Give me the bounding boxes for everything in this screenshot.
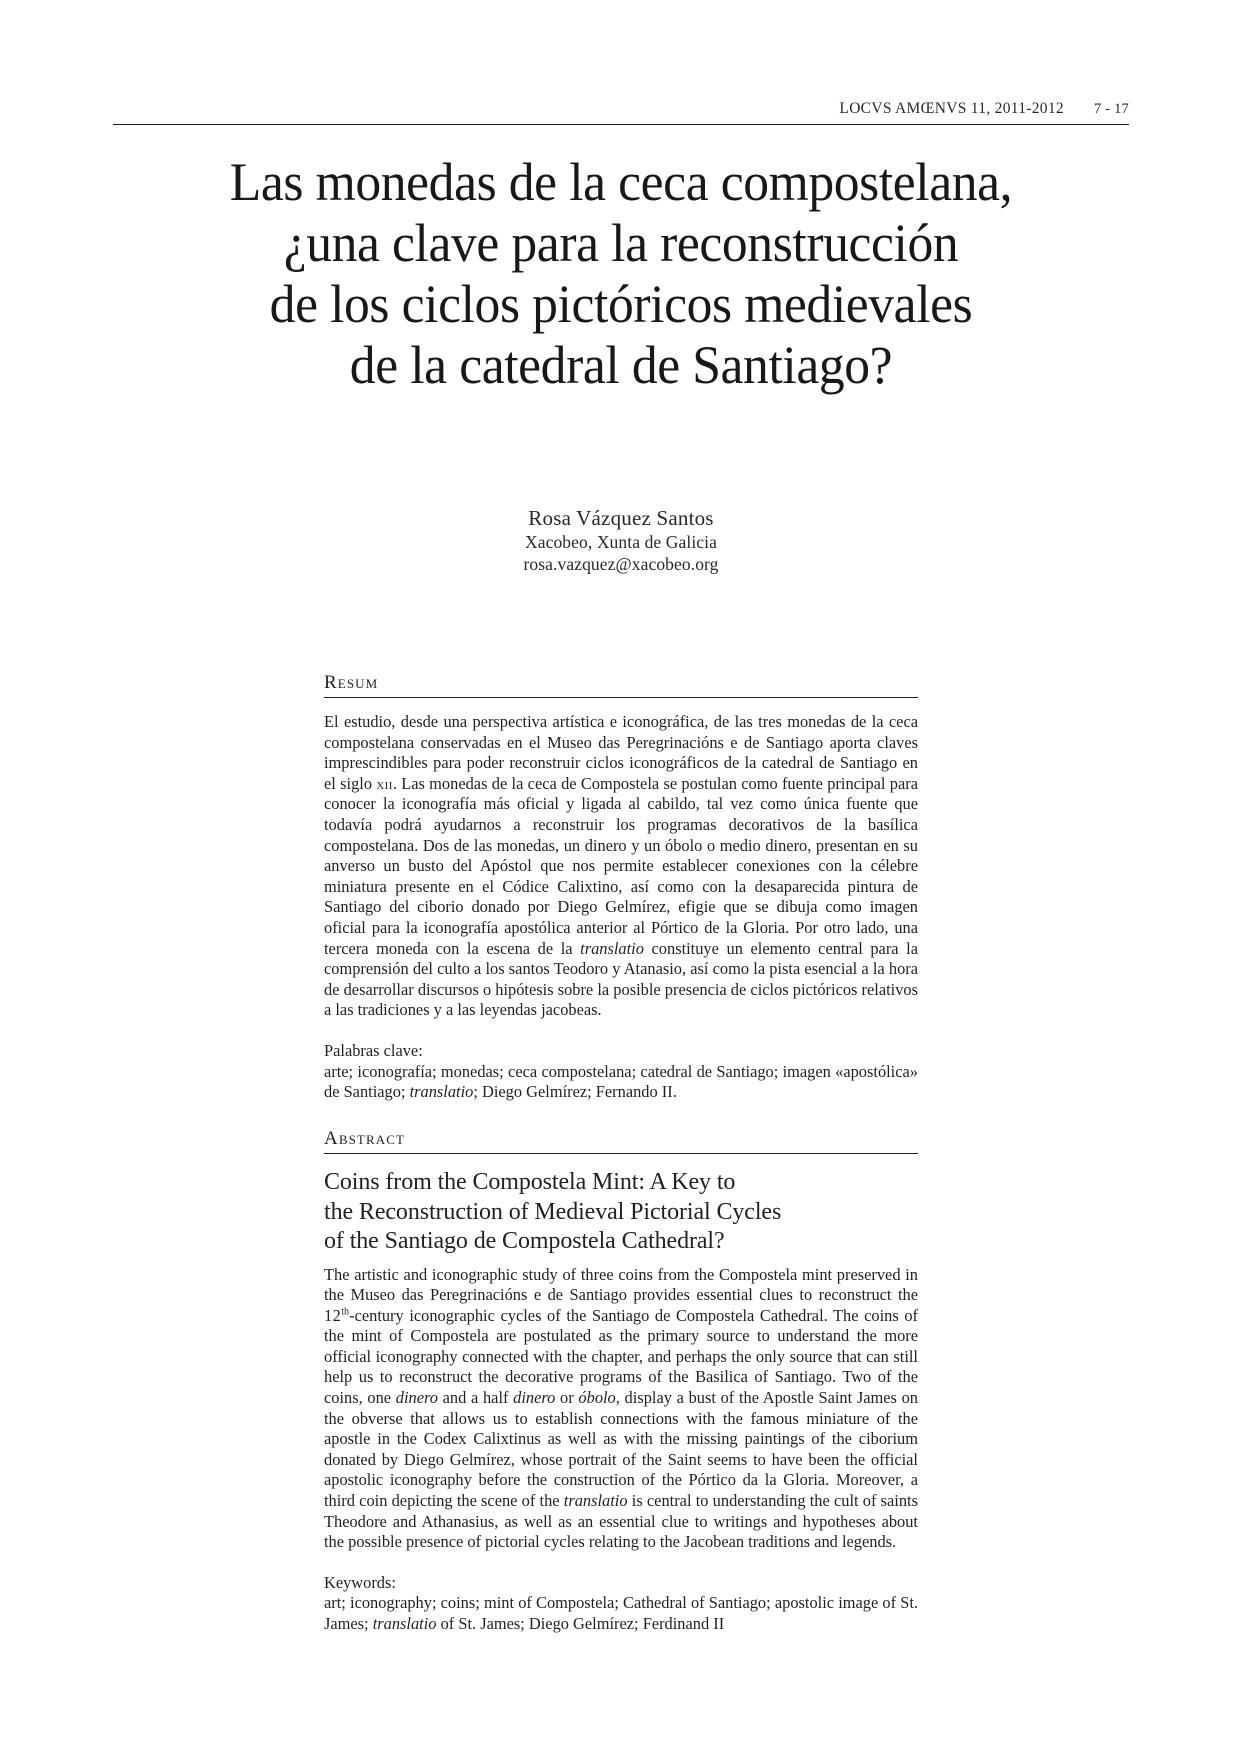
title-line-4: de la catedral de Santiago? <box>349 335 893 395</box>
abstract-keywords-text-2: of St. James; Diego Gelmírez; Ferdinand II <box>436 1614 725 1633</box>
abstract-text-2: -century iconographic cycles of the Santiago de Compostela Cathedral. The coins of the mint of Compostela are postulated as the primary source to understand the more official iconography connected with the chapter, and perhaps the only source that can still help us to reconstruct the decorative programs of the Basilica of Santiago. Two of the coins, one <box>324 1305 918 1408</box>
resum-keywords-translatio: translatio <box>409 1082 474 1102</box>
abstract-divider <box>324 1153 918 1154</box>
abstract-century-ordinal: th <box>341 1306 350 1318</box>
abstract-paragraph <box>324 1265 918 1553</box>
abstract-keywords <box>324 1593 918 1634</box>
resum-translatio: translatio <box>580 938 644 958</box>
header-divider <box>113 124 1129 125</box>
resum-divider <box>324 697 918 698</box>
abstract-keywords-translatio: translatio <box>372 1614 437 1633</box>
title-line-3: de los ciclos pictóricos medievales <box>269 274 973 334</box>
abstract-text-4: or <box>555 1388 579 1408</box>
abstract-obolo: óbolo <box>578 1388 616 1408</box>
author-email[interactable]: rosa.vazquez@xacobeo.org <box>523 554 719 574</box>
page-range: 7 - 17 <box>1093 101 1129 117</box>
resum-text-2: . Las monedas de la ceca de Compostela se postulan como fuente principal para conocer la iconografía más oficial y ligada al cabildo, tal vez como única fuente que todavía podrá ayudarnos a reconstruir los programas decorativos de la basílica compostelana. Dos de las monedas, un dinero y un óbolo o medio dinero, presentan en su anverso un busto del Apóstol que nos permite establecer conexiones con la célebre miniatura presente en el Códice Calixtino, así como con la desaparecida pintura de Santiago del ciborio donado por Diego Gelmírez, efigie que se dibuja como imagen oficial para la iconografía apostólica anterior al Pórtico de la Gloria. Por otro lado, una tercera moneda con la escena de la <box>324 773 918 958</box>
abstract-keywords-label: Keywords: <box>324 1572 396 1592</box>
resum-heading: Resum <box>324 672 379 693</box>
author-name: Rosa Vázquez Santos <box>528 506 714 530</box>
resum-keywords-text-1: arte; iconografía; monedas; ceca compostelana; catedral de Santiago; imagen «apostólica» de Santiago; <box>324 1061 918 1102</box>
abstract-text-1: The artistic and iconographic study of three coins from the Compostela mint preserved in the Museo das Peregrinacións e de Santiago provides essential clues to reconstruct the <box>324 1264 918 1305</box>
abstract-text-6: is central to understanding the cult of saints Theodore and Athanasius, as well as an essential clue to writings and hypotheses about the possible presence of pictorial cycles relating to the Jacobean traditions and legends. <box>324 1491 918 1552</box>
resum-paragraph <box>324 712 918 1021</box>
abstract-text-5: , display a bust of the Apostle Saint James on the obverse that allows us to establish connections with the famous miniature of the apostle in the Codex Calixtinus as well as with the missing paintings of the ciborium donated by Diego Gelmírez, whose portrait of the Saint seems to have been the official apostolic iconography before the construction of the Pórtico da la Gloria. Moreover, a third coin depicting the scene of the <box>324 1388 918 1511</box>
resum-section <box>324 672 918 1103</box>
resum-text-1: El estudio, desde una perspectiva artística e iconográfica, de las tres monedas de la ceca compostelana conservadas en el Museo das Peregrinacións e de Santiago aporta claves imprescindibles para poder reconstruir ciclos iconográficos de la catedral de Santiago en el siglo <box>324 712 918 793</box>
abstract-dinero-1: dinero <box>395 1388 438 1408</box>
author-block <box>113 505 1129 575</box>
abstract-keywords-text-1: art; iconography; coins; mint of Compostela; Cathedral of Santiago; apostolic image of St. James; <box>324 1593 918 1633</box>
running-head <box>113 100 1129 118</box>
resum-keywords <box>324 1062 918 1103</box>
abstract-text-3: and a half <box>437 1388 514 1408</box>
english-title <box>324 1168 918 1257</box>
abstract-heading: Abstract <box>324 1128 406 1149</box>
abstract-translatio: translatio <box>563 1491 628 1511</box>
title-block <box>113 152 1129 396</box>
resum-keywords-text-2: ; Diego Gelmírez; Fernando II. <box>473 1082 677 1102</box>
title-line-1: Las monedas de la ceca compostelana, <box>229 152 1013 212</box>
resum-century: xii <box>376 773 393 793</box>
english-title-line-1: Coins from the Compostela Mint: A Key to <box>324 1169 736 1195</box>
page-title <box>136 152 1106 396</box>
abstract-century-number: 12 <box>324 1305 342 1325</box>
resum-text-3: constituye un elemento central para la comprensión del culto a los santos Teodoro y Atanasio, así como la pista esencial a la hora de desarrollar discursos o hipótesis sobre la posible presencia de ciclos pictóricos relativos a las tradiciones y a las leyendas jacobeas. <box>324 938 918 1020</box>
abstract-section <box>324 1128 918 1635</box>
author-affiliation: Xacobeo, Xunta de Galicia <box>524 532 717 552</box>
journal-citation: LOCVS AMŒNVS 11, 2011-2012 <box>839 100 1064 117</box>
resum-keywords-label: Palabras clave: <box>324 1040 423 1060</box>
english-title-line-2: the Reconstruction of Medieval Pictorial Cycles <box>324 1198 782 1225</box>
title-line-2: ¿una clave para la reconstrucción <box>283 213 959 273</box>
english-title-line-3: of the Santiago de Compostela Cathedral? <box>324 1228 725 1254</box>
abstract-dinero-2: dinero <box>513 1388 556 1408</box>
